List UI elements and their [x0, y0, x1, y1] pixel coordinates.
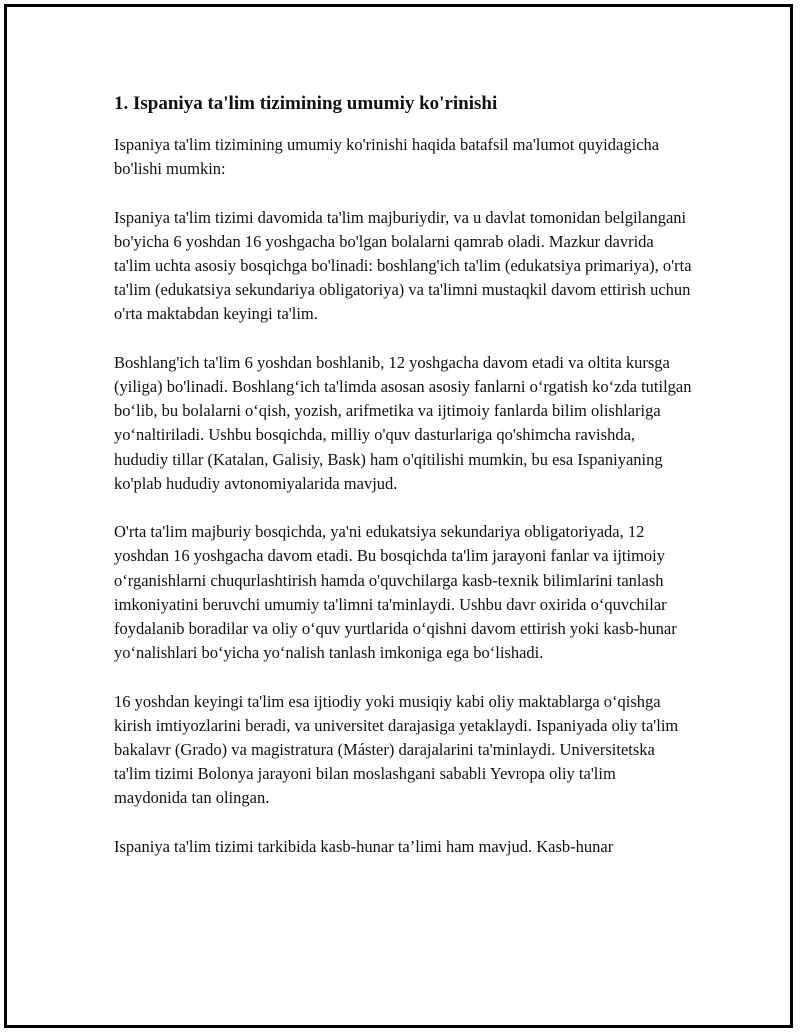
paragraph-secondary-education: O'rta ta'lim majburiy bosqichda, ya'ni edukatsiya sekundariya obligatoriyada, 12 yoshdan 16 yoshgacha davom etadi. Bu bosqichda ta'lim jarayoni fanlar va ijtimoiy o‘rganishlarni chuqurlashtirish hamda o'quvchilarga kasb-texnik bilimlarini tanlash imkoniyatini beruvchi umumiy ta'limni ta'minlaydi. Ushbu davr oxirida o‘quvchilar foydalanib boradilar va oliy o‘quv yurtlarida o‘qishni davom ettirish yoki kasb-hunar yo‘nalishlari bo‘yicha yo‘nalish tanlash imkoniga ega bo‘lishadi. — [114, 522, 677, 663]
paragraph-vocational-education: Ispaniya ta'lim tizimi tarkibida kasb-hunar ta’limi ham mavjud. Kasb-hunar — [114, 836, 614, 856]
paragraph-primary-education: Boshlang'ich ta'lim 6 yoshdan boshlanib, 12 yoshgacha davom etadi va oltita kursga (yiliga) bo'linadi. Boshlang‘ich ta'limda asosan asosiy fanlarni o‘rgatish ko‘zda tutilgan bo‘lib, bu bolalarni o‘qish, yozish, arifmetika va ijtimoiy fanlarda bilim olishlariga yo‘naltiriladi. Ushbu bosqichda, milliy o'quv dasturlariga qo'shimcha ravishda, hududiy tillar (Katalan, Galisiy, Bask) ham o'qitilishi mumkin, bu esa Ispaniyaning ko'plab hududiy avtonomiyalarida mavjud. — [114, 352, 692, 493]
paragraph-overview: Ispaniya ta'lim tizimi davomida ta'lim majburiydir, va u davlat tomonidan belgilangani bo'yicha 6 yoshdan 16 yoshgacha bo'lgan bolalarni qamrab oladi. Mazkur davrida ta'lim uchta asosiy bosqichga bo'linadi: boshlang'ich ta'lim (edukatsiya primariya), o'rta ta'lim (edukatsiya sekundariya obligatoriya) va ta'limni mustaqkil davom ettirish uchun o'rta maktabdan keyingi ta'lim. — [114, 207, 692, 324]
section-heading: 1. Ispaniya ta'lim tizimining umumiy ko'rinishi — [114, 93, 498, 114]
document-body — [114, 91, 692, 883]
paragraph-intro: Ispaniya ta'lim tizimining umumiy ko'rinishi haqida batafsil ma'lumot quyidagicha bo'lishi mumkin: — [114, 135, 660, 179]
paragraph-higher-education: 16 yoshdan keyingi ta'lim esa ijtiodiy yoki musiqiy kabi oliy maktablarga o‘qishga kirish imtiyozlarini beradi, va universitet darajasiga yetaklaydi. Ispaniyada oliy ta'lim bakalavr (Grado) va magistratura (Máster) darajalarini ta'minlaydi. Universitetska ta'lim tizimi Bolonya jarayoni bilan moslashgani sababli Yevropa oliy ta'lim maydonida tan olingan. — [114, 691, 679, 808]
